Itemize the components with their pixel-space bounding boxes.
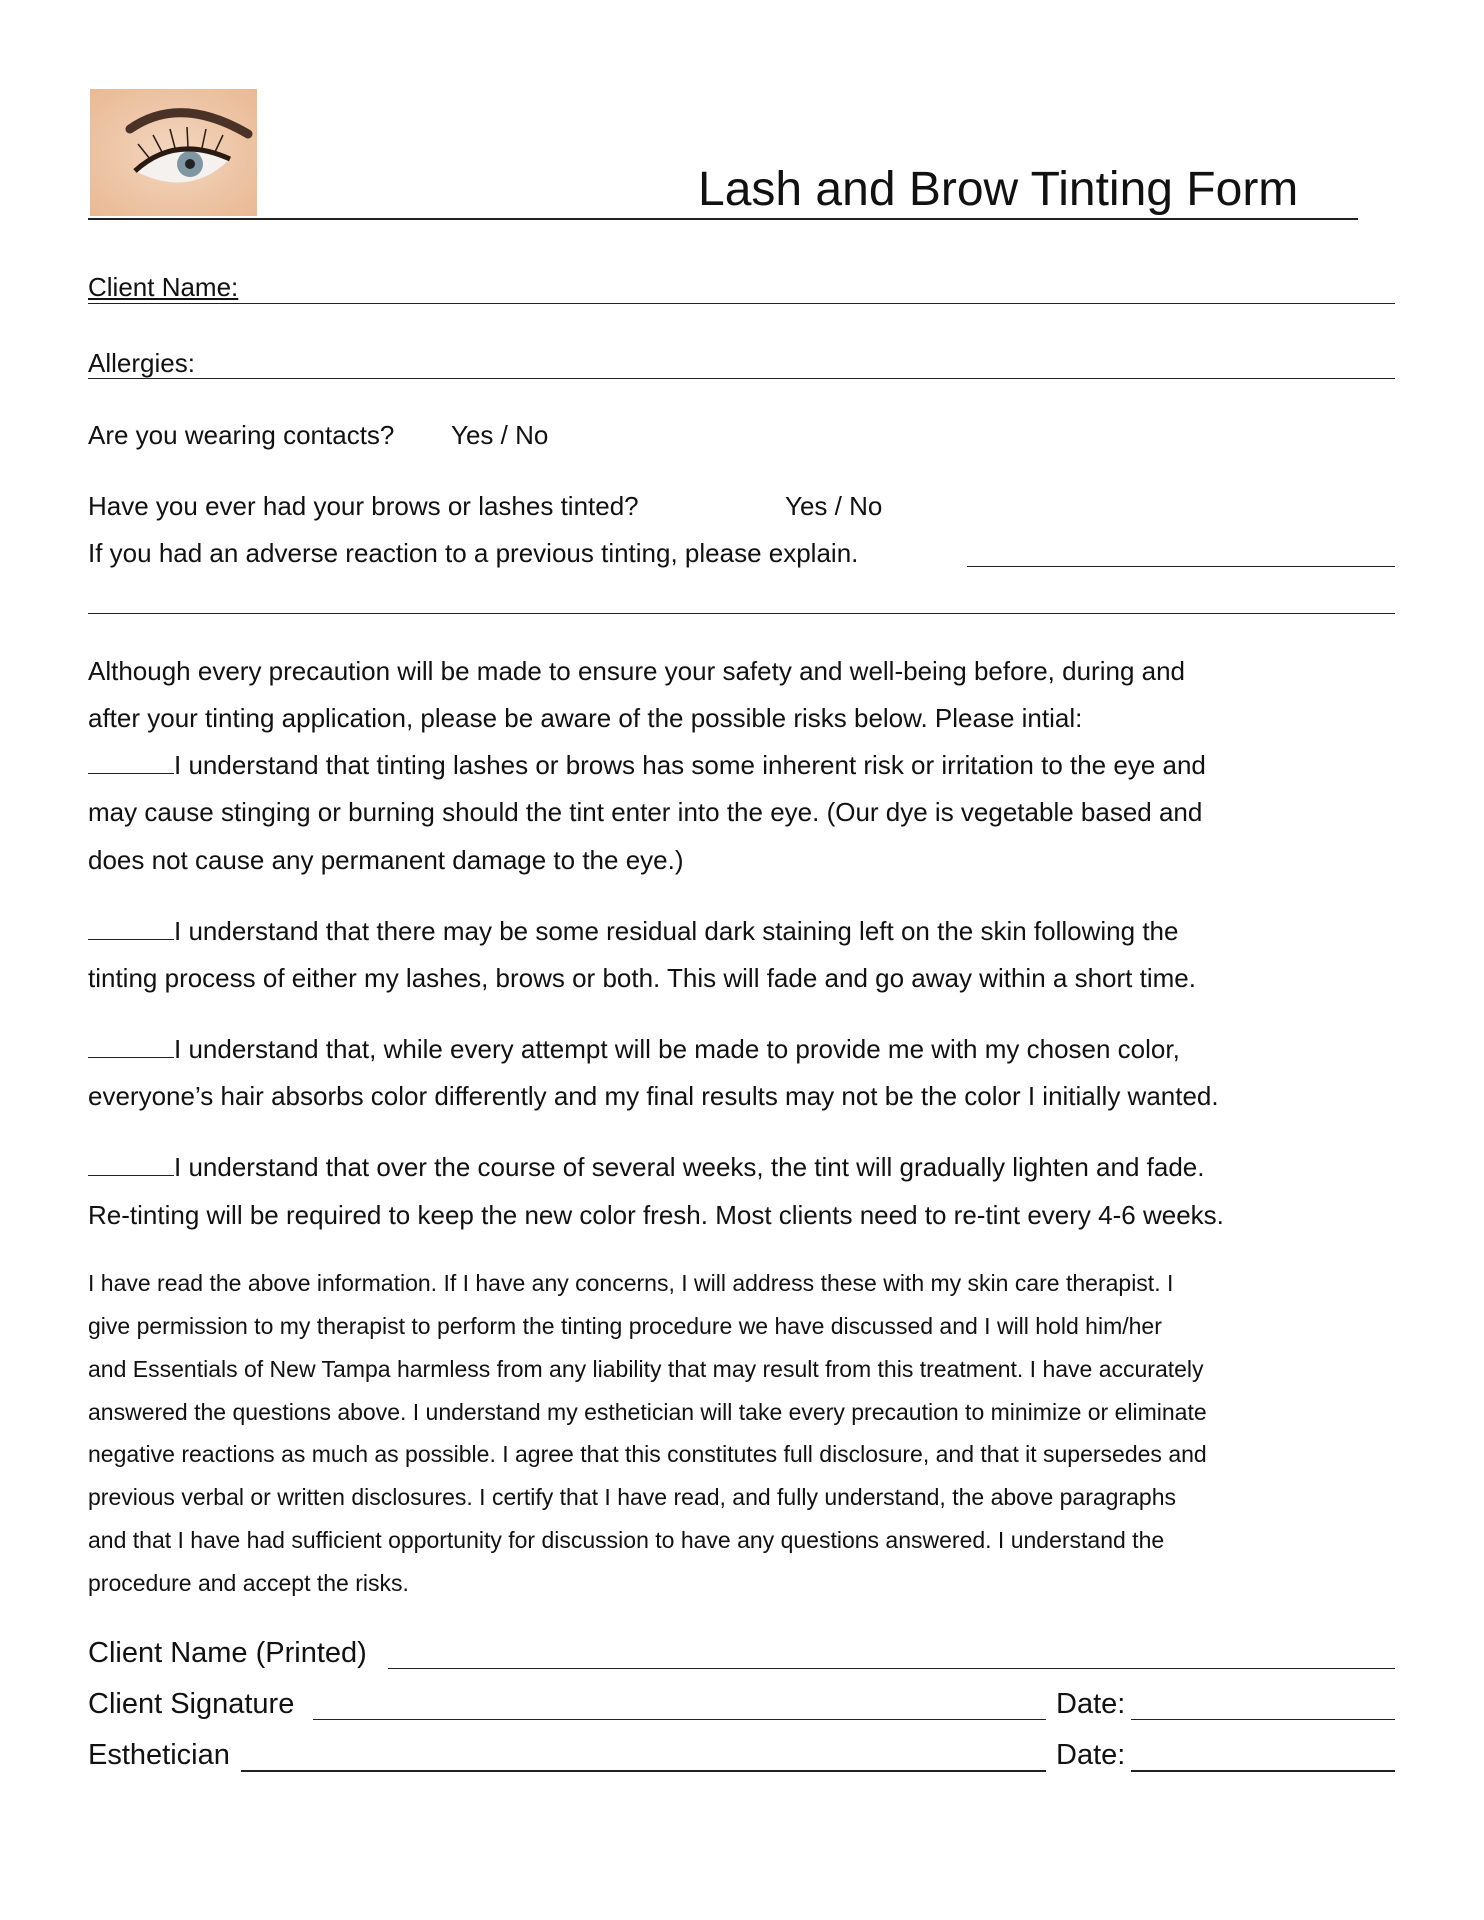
intro-line: Although every precaution will be made to ensure your safety and well-being before, during and [88,656,1186,686]
consent-line: and that I have had sufficient opportunity for discussion to have any questions answered. I understand the [88,1527,1165,1553]
client-signature-field[interactable] [313,1719,1046,1720]
contacts-question: Are you wearing contacts? [88,420,395,450]
acknowledgement-text: Re-tinting will be required to keep the new color fresh. Most clients need to re-tint every 4-6 weeks. [88,1200,1224,1230]
acknowledgement-text: may cause stinging or burning should the tint enter into the eye. (Our dye is vegetable based and [88,797,1203,827]
eye-photo-icon [90,89,257,216]
initial-field[interactable] [88,1056,174,1058]
consent-line: negative reactions as much as possible. I agree that this constitutes full disclosure, and that it supersedes and [88,1441,1207,1467]
esthetician-signature-field[interactable] [241,1770,1046,1772]
contacts-options[interactable]: Yes / No [451,420,549,450]
allergies-field[interactable] [88,378,1395,379]
client-date-label: Date: [1056,1688,1126,1720]
acknowledgement-3 [88,1034,1180,1065]
client-name-field[interactable] [268,303,1395,304]
acknowledgement-4 [88,1152,1205,1183]
initial-field[interactable] [88,772,174,774]
acknowledgement-text: everyone’s hair absorbs color differently and my final results may not be the color I initially wanted. [88,1081,1219,1111]
acknowledgement-text: I understand that over the course of several weeks, the tint will gradually lighten and fade. [174,1152,1205,1182]
intro-line: after your tinting application, please be aware of the possible risks below. Please intial: [88,703,1083,733]
consent-line: answered the questions above. I understand my esthetician will take every precaution to minimize or eliminate [88,1399,1207,1425]
adverse-reaction-prompt: If you had an adverse reaction to a previous tinting, please explain. [88,538,859,568]
client-signature-label: Client Signature [88,1688,295,1720]
adverse-reaction-field[interactable] [967,566,1395,567]
acknowledgement-text: I understand that tinting lashes or brows has some inherent risk or irritation to the eye and [174,750,1206,780]
consent-line: procedure and accept the risks. [88,1570,409,1596]
esthetician-label: Esthetician [88,1739,230,1771]
initial-field[interactable] [88,1174,174,1176]
acknowledgement-1 [88,750,1206,781]
acknowledgement-text: I understand that, while every attempt will be made to provide me with my chosen color, [174,1034,1180,1064]
acknowledgement-text: tinting process of either my lashes, brows or both. This will fade and go away within a short time. [88,963,1196,993]
tinted-question: Have you ever had your brows or lashes tinted? [88,491,639,521]
tinted-options[interactable]: Yes / No [785,491,883,521]
adverse-reaction-field-continued[interactable] [88,613,1395,614]
header-divider [88,218,1358,220]
client-name-underline [88,303,268,304]
consent-line: and Essentials of New Tampa harmless from any liability that may result from this treatment. I have accurately [88,1356,1204,1382]
client-name-label: Client Name: [88,272,239,302]
initial-field[interactable] [88,938,174,940]
esthetician-date-field[interactable] [1131,1770,1395,1772]
consent-line: previous verbal or written disclosures. I certify that I have read, and fully understand, the above paragraphs [88,1484,1176,1510]
allergies-label: Allergies: [88,348,195,378]
esthetician-date-label: Date: [1056,1739,1126,1771]
page-title: Lash and Brow Tinting Form [698,163,1299,216]
client-name-printed-label: Client Name (Printed) [88,1637,367,1669]
acknowledgement-2 [88,916,1178,947]
client-name-printed-field[interactable] [388,1668,1395,1669]
consent-line: I have read the above information. If I have any concerns, I will address these with my skin care therapist. I [88,1270,1174,1296]
acknowledgement-text: I understand that there may be some residual dark staining left on the skin following the [174,916,1179,946]
acknowledgement-text: does not cause any permanent damage to the eye.) [88,845,684,875]
consent-line: give permission to my therapist to perform the tinting procedure we have discussed and I will hold him/her [88,1313,1162,1339]
client-date-field[interactable] [1131,1719,1395,1720]
